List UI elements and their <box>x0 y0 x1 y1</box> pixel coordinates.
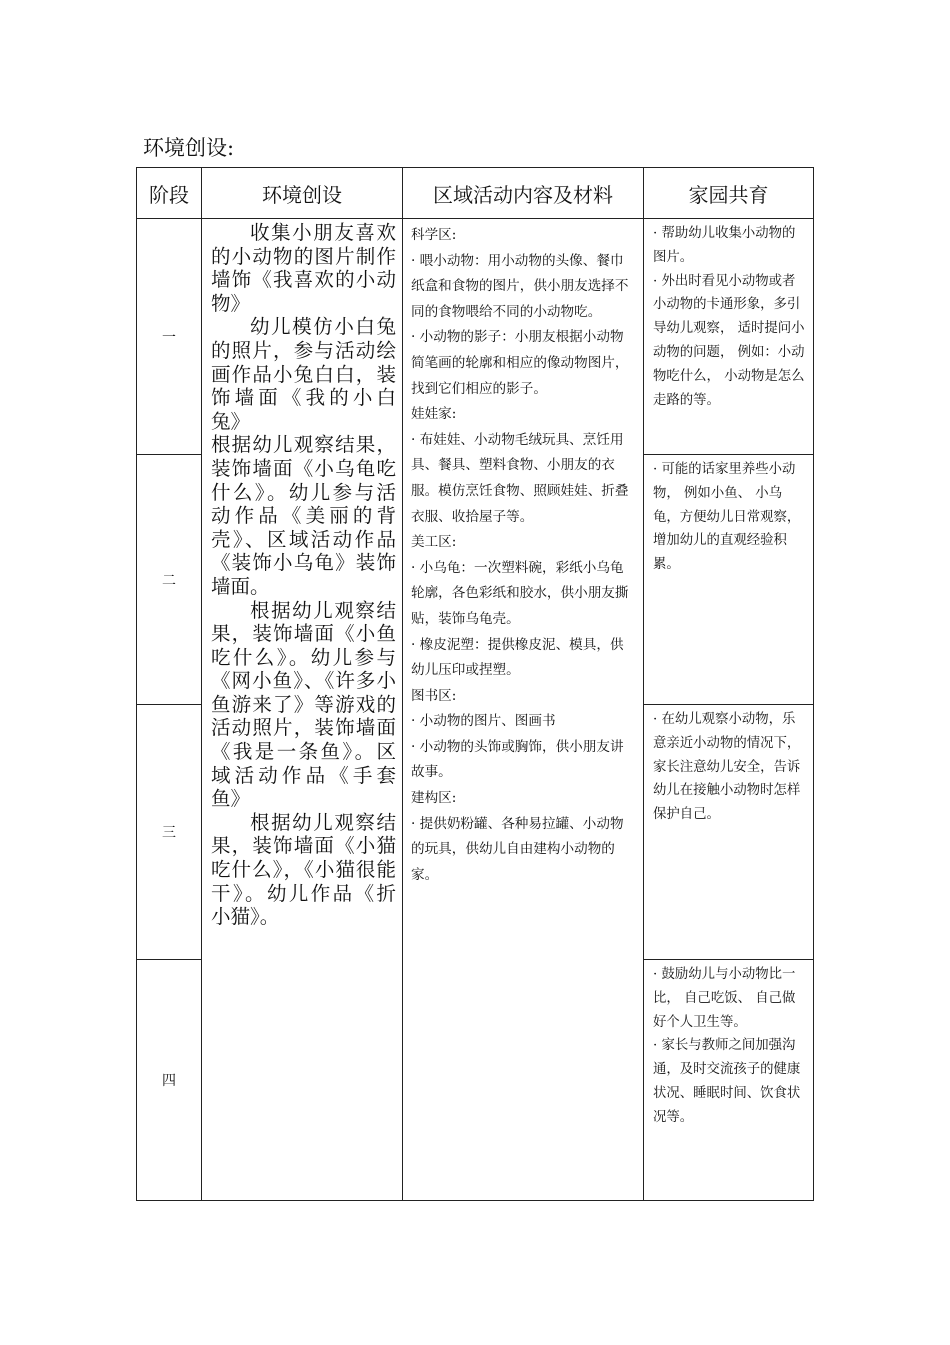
home-cell <box>644 960 814 1201</box>
home-item: · 帮助幼儿收集小动物的图片。 <box>653 226 796 265</box>
header-home-cooperation: 家园共育 <box>644 168 814 219</box>
stage-cell: 一 <box>137 219 202 455</box>
environment-paragraph: 根据幼儿观察结果，装饰墙面《小猫吃什么》，《小猫很能干》。幼儿作品《折小猫》。 <box>211 810 396 929</box>
environment-cell <box>202 219 403 1201</box>
area-item: · 喂小动物：用小动物的头像、餐巾纸盒和食物的图片，供小朋友选择不同的食物喂给不同的小动物吃。 <box>411 252 629 320</box>
area-label: 美工区: <box>411 534 457 551</box>
header-row <box>137 168 814 219</box>
area-label: 科学区: <box>411 227 457 243</box>
area-item: · 小动物的头饰或胸饰，供小朋友讲故事。 <box>411 738 624 781</box>
stage-cell: 二 <box>137 455 202 705</box>
area-label: 图书区: <box>411 687 457 704</box>
area-item: · 小乌龟：一次塑料碗，彩纸小乌龟轮廓，各色彩纸和胶水，供小朋友撕贴，装饰乌龟壳。 <box>411 559 629 627</box>
environment-paragraph: 收集小朋友喜欢的小动物的图片制作墙饰《我喜欢的小动物》 <box>211 221 396 315</box>
area-item: · 橡皮泥塑：提供橡皮泥、模具，供幼儿压印或捏塑。 <box>411 636 624 679</box>
environment-paragraph: 幼儿模仿小白兔的照片，参与活动绘画作品小兔白白，装饰墙面《我的小白兔》 <box>211 315 396 433</box>
home-item: · 在幼儿观察小动物，乐意亲近小动物的情况下，家长注意幼儿安全，告诉幼儿在接触小动物时怎样保护自己。 <box>653 712 801 823</box>
header-stage: 阶段 <box>137 168 202 219</box>
home-item: · 鼓励幼儿与小动物比一比， 自己吃饭、 自己做好个人卫生等。 <box>653 967 796 1030</box>
environment-table <box>136 167 814 1201</box>
area-label: 娃娃家: <box>411 406 457 423</box>
home-cell <box>644 705 814 960</box>
area-item: · 小动物的图片、图画书 <box>411 713 556 730</box>
environment-paragraph: 根据幼儿观察结果，装饰墙面《小鱼吃什么》。幼儿参与《网小鱼》、《许多小鱼游来了》等游戏的活动照片，装饰墙面《我是一条鱼》。区域活动作品《手套鱼》 <box>211 598 396 811</box>
home-item: · 可能的话家里养些小动物， 例如小鱼、 小乌龟，方便幼儿日常观察，增加幼儿的直观经验积累。 <box>653 462 801 573</box>
stage-cell: 三 <box>137 705 202 960</box>
section-title: 环境创设: <box>143 136 235 160</box>
home-item: · 家长与教师之间加强沟通，及时交流孩子的健康状况、睡眠时间、饮食状况等。 <box>653 1038 801 1125</box>
home-item: · 外出时看见小动物或者小动物的卡通形象，多引导幼儿观察， 适时提问小动物的问题， 例如：小动物吃什么， 小动物是怎么走路的等。 <box>653 273 805 408</box>
header-environment: 环境创设 <box>202 168 403 219</box>
area-activities-cell <box>403 219 644 1201</box>
table-row <box>137 219 814 455</box>
area-item: · 提供奶粉罐、各种易拉罐、小动物的玩具，供幼儿自由建构小动物的家。 <box>411 815 624 883</box>
area-item: · 布娃娃、小动物毛绒玩具、烹饪用具、餐具、塑料食物、小朋友的衣服。模仿烹饪食物、照顾娃娃、折叠衣服、收拾屋子等。 <box>411 431 629 525</box>
stage-cell: 四 <box>137 960 202 1201</box>
home-cell <box>644 455 814 705</box>
area-label: 建构区: <box>411 790 457 807</box>
area-item: · 小动物的影子：小朋友根据小动物简笔画的轮廓和相应的像动物图片，找到它们相应的影子。 <box>411 329 629 397</box>
header-area-activities: 区域活动内容及材料 <box>403 168 644 219</box>
home-cell <box>644 219 814 455</box>
environment-paragraph: 根据幼儿观察结果，装饰墙面《小乌龟吃什么》。幼儿参与活动作品《美丽的背壳》、区域活动作品《装饰小乌龟》装饰墙面。 <box>211 433 396 598</box>
